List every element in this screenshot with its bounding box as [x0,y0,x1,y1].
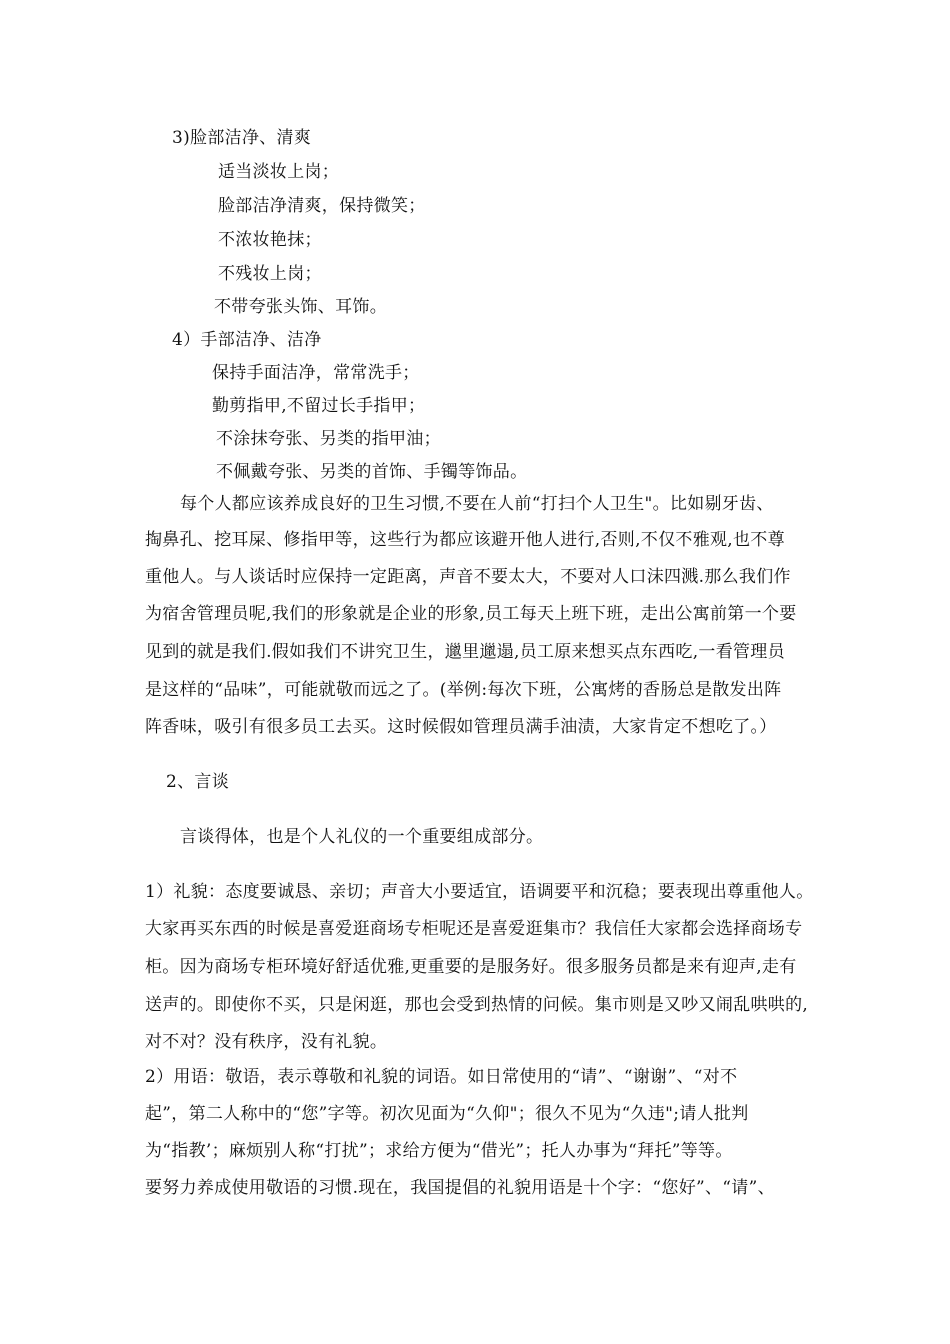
list-item: 不浓妆艳抹； [218,230,322,250]
paragraph-line: 要努力养成使用敬语的习惯.现在，我国提倡的礼貌用语是十个字：“您好”、“请”、 [145,1178,775,1198]
paragraph-line: 对不对？没有秩序，没有礼貌。 [145,1032,388,1052]
paragraph-line: 见到的就是我们.假如我们不讲究卫生，邋里邋遢,员工原来想买点东西吃,一看管理员 [145,642,785,662]
section-heading-speech: 2、言谈 [166,772,230,792]
section-heading-hands: 4）手部洁净、洁净 [172,330,322,350]
paragraph-line: 阵香味，吸引有很多员工去买。这时候假如管理员满手油渍，大家肯定不想吃了。） [145,717,777,737]
paragraph-line: 2）用语：敬语，表示尊敬和礼貌的词语。如日常使用的“请”、“谢谢”、“对不 [145,1067,738,1087]
paragraph-line: 起”，第二人称中的“您”字等。初次见面为“久仰"；很久不见为“久违";请人批判 [145,1104,749,1124]
paragraph-line: 柜。因为商场专柜环境好舒适优雅,更重要的是服务好。很多服务员都是来有迎声,走有 [145,957,797,977]
paragraph-line: 掏鼻孔、挖耳屎、修指甲等，这些行为都应该避开他人进行,否则,不仅不雅观,也不尊 [145,530,785,550]
list-item: 适当淡妆上岗； [218,162,340,182]
list-item: 不残妆上岗； [218,264,322,284]
list-item: 不带夸张头饰、耳饰。 [214,297,387,317]
section-heading-face: 3)脸部洁净、清爽 [172,128,312,148]
paragraph-line: 送声的。即使你不买，只是闲逛，那也会受到热情的问候。集市则是又吵又闹乱哄哄的, [145,995,809,1015]
list-item: 脸部洁净清爽，保持微笑； [218,196,426,216]
list-item: 勤剪指甲,不留过长手指甲； [212,396,426,416]
list-item: 保持手面洁净，常常洗手； [212,363,420,383]
paragraph-line: 每个人都应该养成良好的卫生习惯,不要在人前“打扫个人卫生"。比如剔牙齿、 [180,494,774,514]
paragraph-line: 大家再买东西的时候是喜爱逛商场专柜呢还是喜爱逛集市？我信任大家都会选择商场专 [145,919,803,939]
paragraph-line: 1）礼貌：态度要诚恳、亲切；声音大小要适宜，语调要平和沉稳；要表现出尊重他人。 [145,882,814,902]
list-item: 不佩戴夸张、另类的首饰、手镯等饰品。 [216,462,528,482]
paragraph-line: 为宿舍管理员呢,我们的形象就是企业的形象,员工每天上班下班，走出公寓前第一个要 [145,604,797,624]
paragraph-line: 为“指教’；麻烦别人称“打扰”；求给方便为“借光”；托人办事为“拜托”等等。 [145,1141,733,1161]
list-item: 不涂抹夸张、另类的指甲油； [216,429,441,449]
paragraph-line: 言谈得体，也是个人礼仪的一个重要组成部分。 [180,827,544,847]
paragraph-line: 重他人。与人谈话时应保持一定距离，声音不要太大，不要对人口沫四溅.那么我们作 [145,567,791,587]
paragraph-line: 是这样的“品味”，可能就敬而远之了。(举例:每次下班，公寓烤的香肠总是散发出阵 [145,680,782,700]
